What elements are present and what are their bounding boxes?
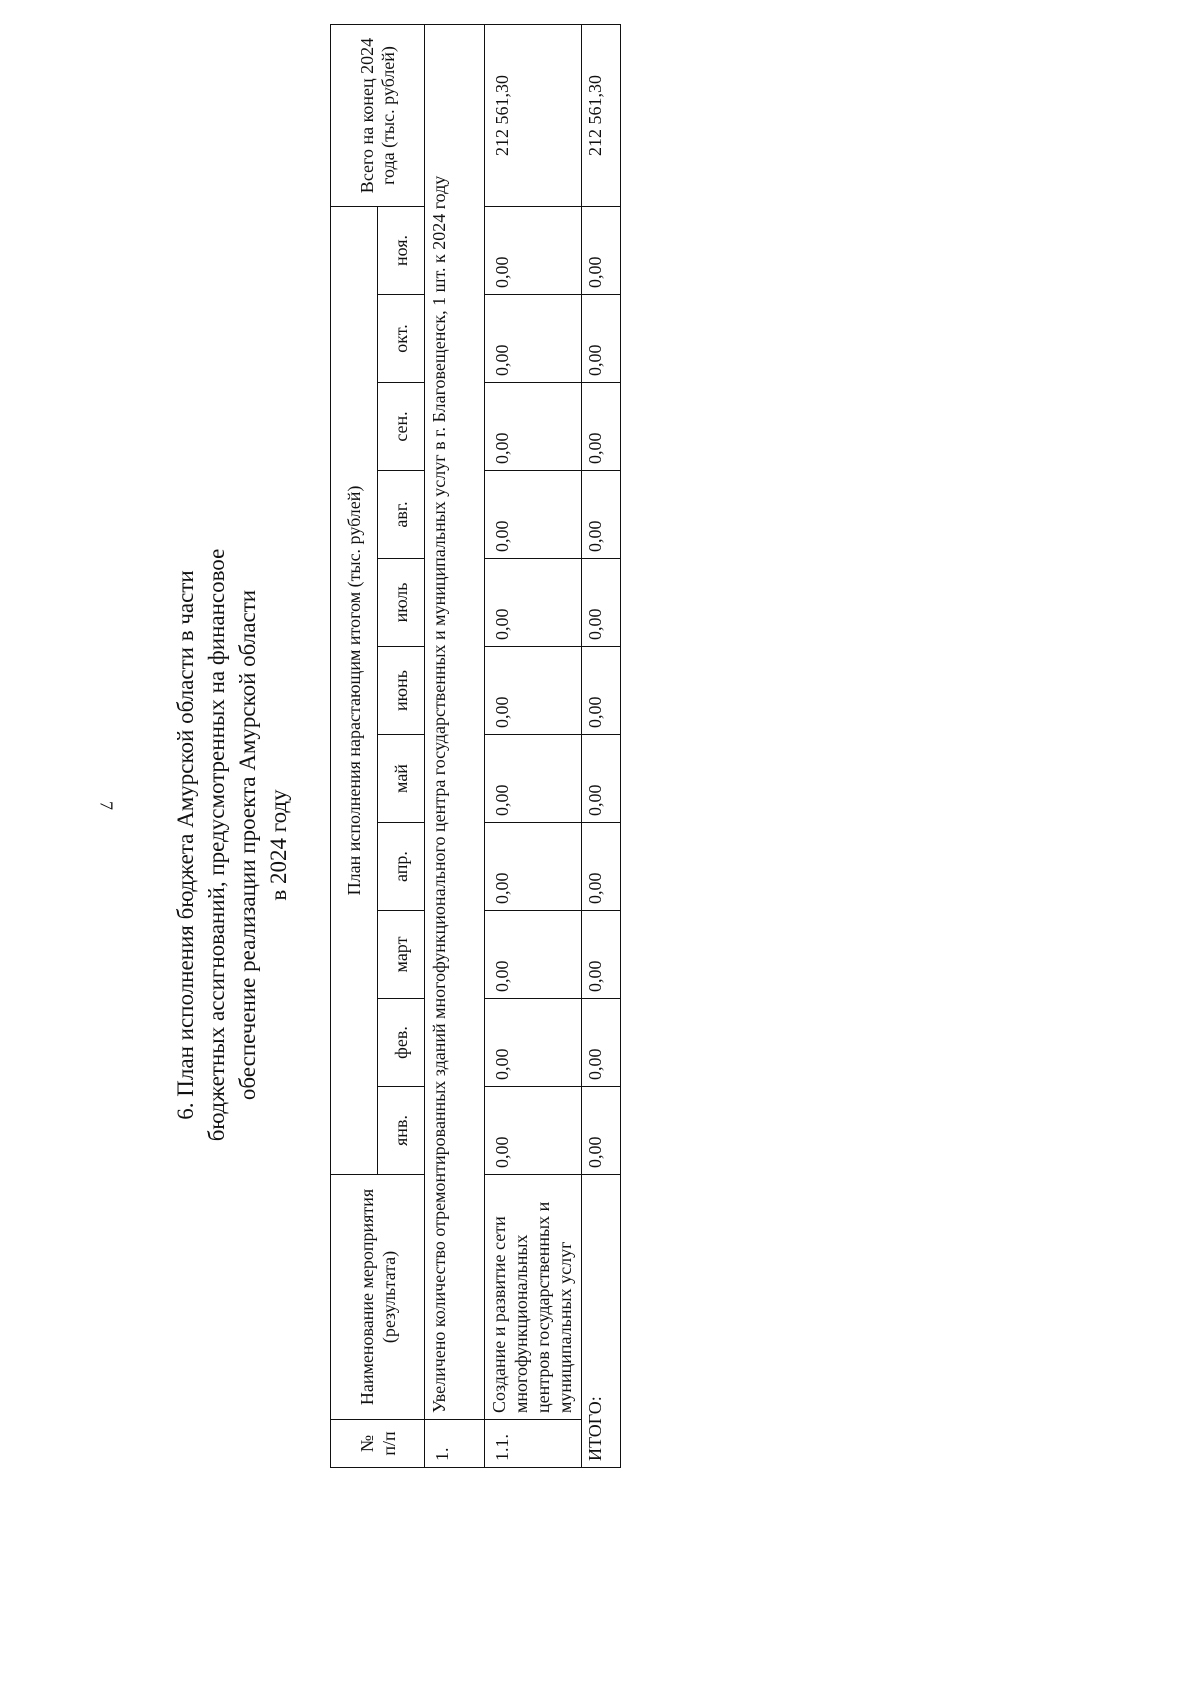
grand-total: 212 561,30: [582, 25, 621, 207]
item-value: 0,00: [485, 559, 582, 647]
total-value: 0,00: [582, 911, 621, 999]
title-line: 6. План исполнения бюджета Амурской области в части: [173, 570, 198, 1120]
section-no: 1.: [425, 1420, 485, 1468]
table-total-row: [582, 25, 621, 1468]
item-value: 0,00: [485, 471, 582, 559]
table-header-row: [331, 25, 378, 1468]
document-title: [170, 220, 294, 1470]
header-month: окт.: [378, 295, 425, 383]
item-value: 0,00: [485, 383, 582, 471]
total-value: 0,00: [582, 823, 621, 911]
header-month: июль: [378, 559, 425, 647]
header-month: янв.: [378, 1087, 425, 1175]
item-value: 0,00: [485, 207, 582, 295]
header-no: № п/п: [331, 1420, 425, 1468]
total-value: 0,00: [582, 1087, 621, 1175]
total-value: 0,00: [582, 559, 621, 647]
item-value: 0,00: [485, 735, 582, 823]
budget-plan-table: [330, 24, 621, 1468]
table-section-row: [425, 25, 485, 1468]
header-month: апр.: [378, 823, 425, 911]
item-value: 0,00: [485, 295, 582, 383]
item-total: 212 561,30: [485, 25, 582, 207]
section-text: Увеличено количество отремонтированных зданий многофункционального центра государственных и муниципальных услуг в г. Благовещенск, 1 шт. к 2024 году: [425, 25, 485, 1420]
header-plan-group: План исполнения нарастающим итогом (тыс. рублей): [331, 207, 378, 1175]
item-value: 0,00: [485, 999, 582, 1087]
total-value: 0,00: [582, 735, 621, 823]
total-value: 0,00: [582, 999, 621, 1087]
total-label: ИТОГО:: [582, 1175, 621, 1468]
total-value: 0,00: [582, 207, 621, 295]
header-month: июнь: [378, 647, 425, 735]
header-month: сен.: [378, 383, 425, 471]
title-line: обеспечение реализации проекта Амурской области: [235, 589, 260, 1101]
header-total: Всего на конец 2024 года (тыс. рублей): [331, 25, 425, 207]
item-value: 0,00: [485, 1087, 582, 1175]
header-month: фев.: [378, 999, 425, 1087]
header-month: май: [378, 735, 425, 823]
item-name: Создание и развитие сети многофункциональных центров государственных и муниципальных услуг: [485, 1175, 582, 1420]
title-line: бюджетных ассигнований, предусмотренных на финансовое: [204, 548, 229, 1142]
item-value: 0,00: [485, 823, 582, 911]
header-month: авг.: [378, 471, 425, 559]
header-month: ноя.: [378, 207, 425, 295]
title-line: в 2024 году: [266, 789, 291, 901]
item-no: 1.1.: [485, 1420, 582, 1468]
total-value: 0,00: [582, 471, 621, 559]
total-value: 0,00: [582, 647, 621, 735]
page-number: 7: [96, 801, 117, 810]
table-row: [485, 25, 582, 1468]
item-value: 0,00: [485, 647, 582, 735]
total-value: 0,00: [582, 383, 621, 471]
total-value: 0,00: [582, 295, 621, 383]
header-month: март: [378, 911, 425, 999]
item-value: 0,00: [485, 911, 582, 999]
header-name: Наименование мероприятия (результата): [331, 1175, 425, 1420]
